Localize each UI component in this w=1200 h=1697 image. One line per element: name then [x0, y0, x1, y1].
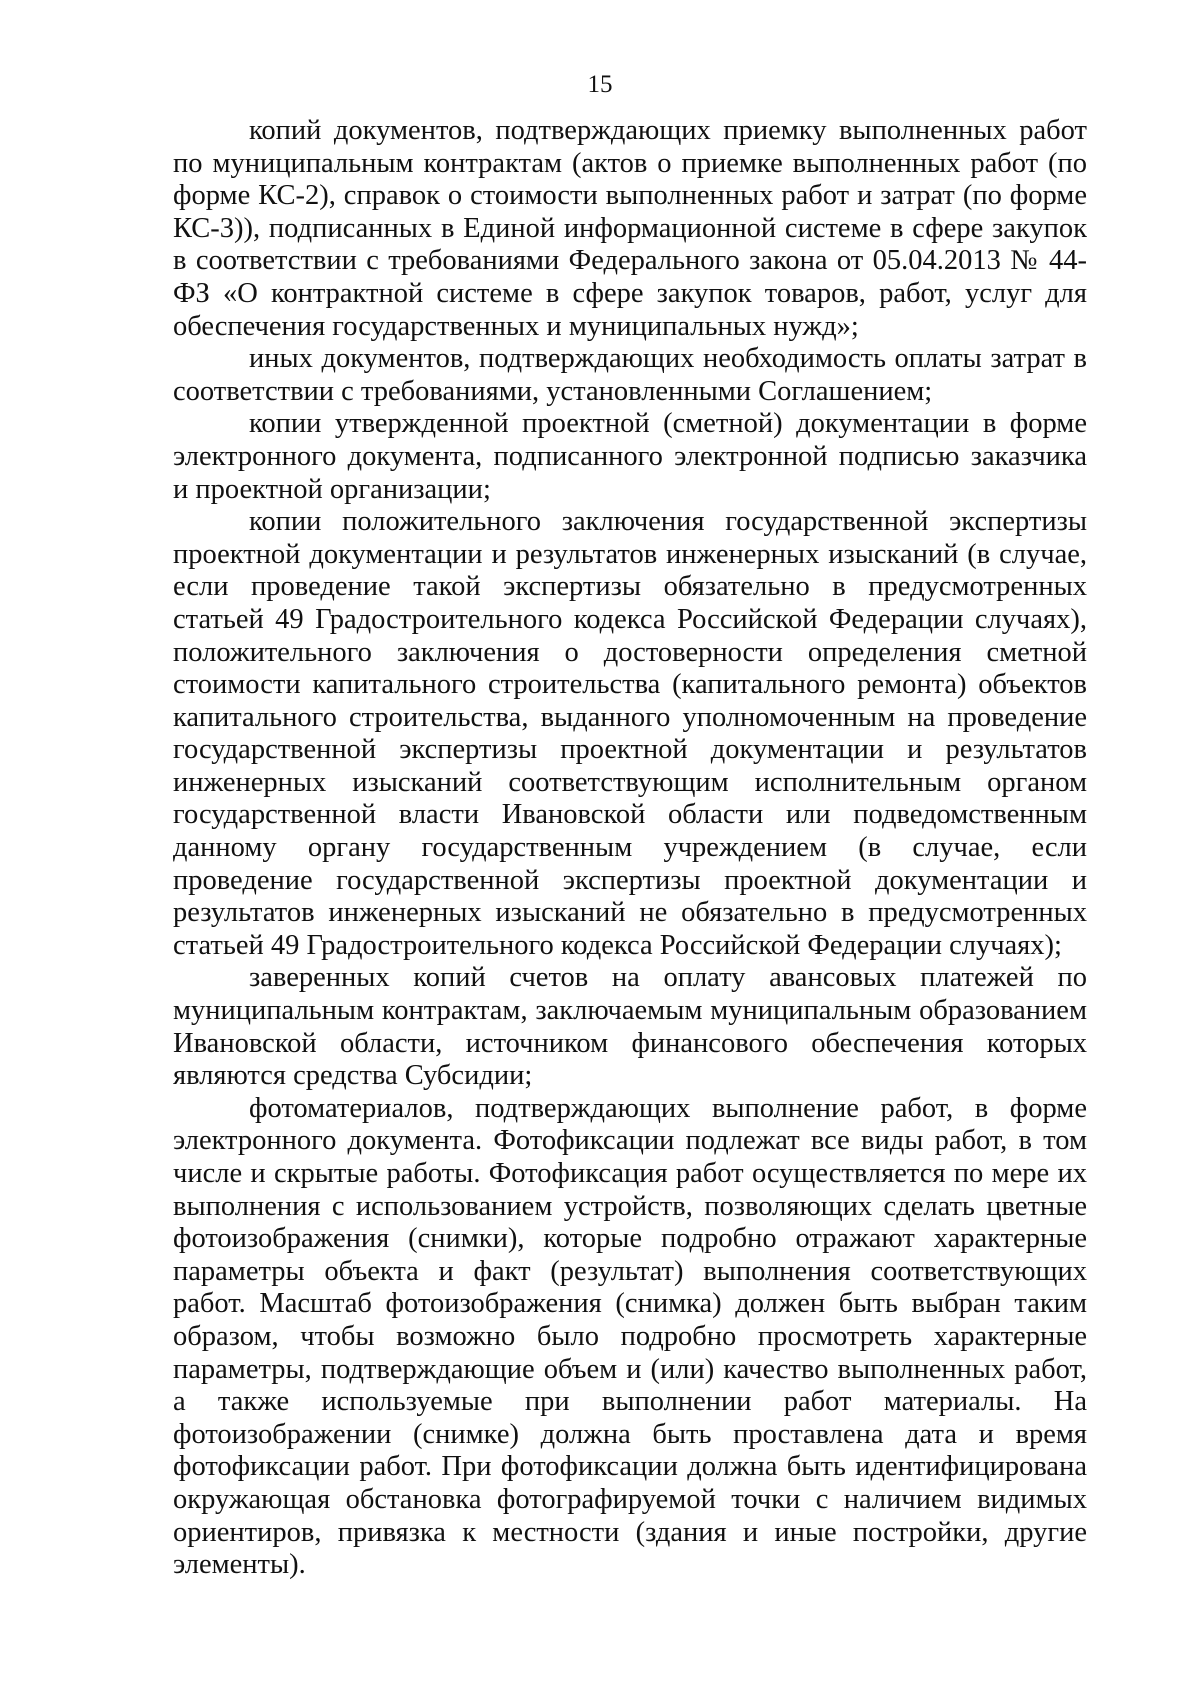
paragraph-acceptance-documents: копий документов, подтверждающих приемку выполненных работ по муниципальным контрактам (актов о приемке выполненных работ (по форме КС-2), справок о стоимости выполненных работ и затрат (по форме КС-3)), подписанных в Единой информационной системе в сфере закупок в соответствии с требованиями Федерального закона от 05.04.2013 № 44-ФЗ «О контрактной системе в сфере закупок товаров, работ, услуг для обеспечения государственных и муниципальных нужд»;	[173, 115, 1087, 342]
paragraph-photo-materials: фотоматериалов, подтверждающих выполнение работ, в форме электронного документа. Фотофиксации подлежат все виды работ, в том числе и скрытые работы. Фотофиксация работ осуществляется по мере их выполнения с использованием устройств, позволяющих сделать цветные фотоизображения (снимки), которые подробно отражают характерные параметры объекта и факт (результат) выполнения соответствующих работ. Масштаб фотоизображения (снимка) должен быть выбран таким образом, чтобы возможно было подробно просмотреть характерные параметры, подтверждающие объем и (или) качество выполненных работ, а также используемые при выполнении работ материалы. На фотоизображении (снимке) должна быть проставлена дата и время фотофиксации работ. При фотофиксации должна быть идентифицирована окружающая обстановка фотографируемой точки с наличием видимых ориентиров, привязка к местности (здания и иные постройки, другие элементы).	[173, 1092, 1087, 1581]
paragraph-expertise-conclusion: копии положительного заключения государственной экспертизы проектной документации и результатов инженерных изысканий (в случае, если проведение такой экспертизы обязательно в предусмотренных статьей 49 Градостроительного кодекса Российской Федерации случаях), положительного заключения о достоверности определения сметной стоимости капитального строительства (капитального ремонта) объектов капитального строительства, выданного уполномоченным на проведение государственной экспертизы проектной документации и результатов инженерных изысканий соответствующим исполнительным органом государственной власти Ивановской области или подведомственным данному органу государственным учреждением (в случае, если проведение государственной экспертизы проектной документации и результатов инженерных изысканий не обязательно в предусмотренных статьей 49 Градостроительного кодекса Российской Федерации случаях);	[173, 506, 1087, 961]
paragraph-project-documentation: копии утвержденной проектной (сметной) документации в форме электронного документа, подписанного электронной подписью заказчика и проектной организации;	[173, 408, 1087, 505]
paragraph-other-documents: иных документов, подтверждающих необходимость оплаты затрат в соответствии с требованиями, установленными Соглашением;	[173, 343, 1087, 407]
paragraph-advance-invoices: заверенных копий счетов на оплату авансовых платежей по муниципальным контрактам, заключаемым муниципальным образованием Ивановской области, источником финансового обеспечения которых являются средства Субсидии;	[173, 962, 1087, 1092]
document-body	[173, 115, 1087, 1582]
page-number: 15	[587, 71, 613, 98]
